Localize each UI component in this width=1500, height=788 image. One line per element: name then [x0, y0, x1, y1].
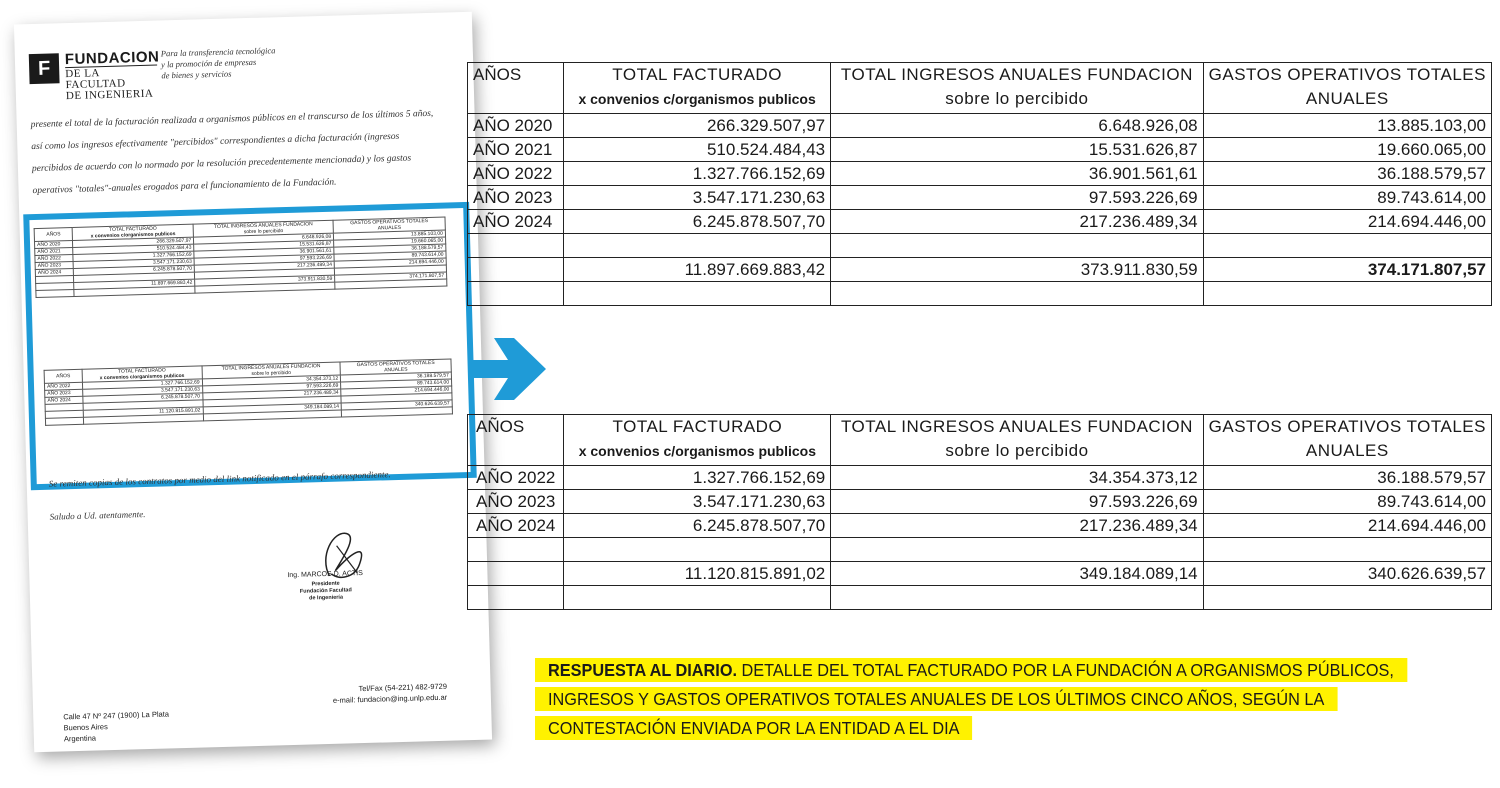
table-row: AÑO 2023 3.547.171.230,63 97.593.226,69 89.743.614,00 — [468, 490, 1492, 514]
table-row: AÑO 2022 1.327.766.152,69 34.354.373,12 36.188.579,57 — [468, 466, 1492, 490]
fundacion-logo-mark: F — [29, 53, 60, 84]
table-row: AÑO 2024 6.245.878.507,70 217.236.489,34 214.694.446,00 — [468, 210, 1492, 234]
table-row-totals: 11.897.669.883,42 373.911.830,59 374.171.807,57 — [468, 258, 1492, 282]
letter-salutation: Saludo a Ud. atentamente. — [49, 509, 146, 522]
header-gastos: GASTOS OPERATIVOS TOTALES ANUALES — [1203, 415, 1491, 466]
header-years: AÑOS — [468, 63, 564, 114]
table-row-empty — [468, 586, 1492, 610]
header-gastos: GASTOS OPERATIVOS TOTALES ANUALES — [1203, 63, 1491, 114]
logo-title: FUNDACION — [64, 48, 160, 69]
table-original — [467, 62, 1492, 306]
header-ingresos: TOTAL INGRESOS ANUALES FUNDACION sobre lo percibido — [831, 415, 1203, 466]
header-facturado: TOTAL FACTURADO x convenios c/organismos publicos — [564, 415, 831, 466]
table-row-totals: 11.120.815.891,02 349.184.089,14 340.626.639,57 — [468, 562, 1492, 586]
signature-role: Presidente Fundación Facultad de Ingeniería — [299, 580, 352, 602]
caption-line-3: CONTESTACIÓN ENVIADA POR LA ENTIDAD A EL DIA — [535, 716, 973, 740]
table-row-empty — [468, 538, 1492, 562]
letter-contact: Tel/Fax (54-221) 482-9729 e-mail: fundacion@ing.unlp.edu.ar — [332, 681, 448, 705]
table-row-empty — [468, 282, 1492, 306]
logo-subtitle: DE LA FACULTAD DE INGENIERIA — [65, 65, 158, 103]
scanned-letter — [14, 12, 492, 753]
letter-intro-paragraph: presente el total de la facturación realizada a organismos públicos en el transcurso de los últimos 5 años, así como los ingresos efectivamente "percibidos" correspondientes a dicha facturación (ingresos percibidos de acuerdo con lo normado por la resolución precedentemente mencionada) y los gastos operativos "totales"-anuales erogados para el funcionamiento de la Fundación. — [30, 108, 434, 197]
letter-address: Calle 47 Nº 247 (1900) La Plata Buenos Aires Argentina — [63, 709, 170, 744]
caption-line-2: INGRESOS Y GASTOS OPERATIVOS TOTALES ANUALES DE LOS ÚLTIMOS CINCO AÑOS, SEGÚN LA — [535, 687, 1337, 711]
signature-name: Ing. MARCOS D. ACTIS — [287, 570, 363, 580]
header-ingresos: TOTAL INGRESOS ANUALES FUNDACION sobre lo percibido — [831, 63, 1204, 114]
table-row: AÑO 2022 1.327.766.152,69 36.901.561,61 36.188.579,57 — [468, 162, 1492, 186]
table-row-empty — [468, 234, 1492, 258]
letter-table-corrected: AÑOS TOTAL FACTURADO x convenios c/organismos publicos TOTAL INGRESOS ANUALES FUNDACION sobre lo percibido GASTOS OPERATIVOS TOTALES ANUALES AÑO 2022 1.327.766.152,69 34.354.373,12 36.188.579,57 AÑO 2023 3.547.171.230,63 97.593.226,69 89.743.614,00 AÑO 2024 6.245.878.507,70 217.236.489,34 214.694.446,00 11.120.815.891,02 349.184.089,14 340.626.639,57 — [44, 358, 453, 425]
caption-line-1: DETALLE DEL TOTAL FACTURADO POR LA FUNDACIÓN A ORGANISMOS PÚBLICOS, — [737, 660, 1394, 680]
table-row: AÑO 2021 510.524.484,43 15.531.626,87 19.660.065,00 — [468, 138, 1492, 162]
table-corrected — [467, 414, 1492, 610]
logo-tagline: Para la transferencia tecnológica y la promoción de empresas de bienes y servicios — [160, 45, 276, 81]
letter-closing-note: Se remiten copias de los contratos por medio del link notificado en el párrafo correspondiente. — [48, 469, 391, 489]
photo-caption — [535, 656, 1428, 743]
header-facturado: TOTAL FACTURADO x convenios c/organismos publicos — [564, 63, 831, 114]
caption-lead: RESPUESTA AL DIARIO. — [548, 660, 738, 680]
table-row: AÑO 2023 3.547.171.230,63 97.593.226,69 89.743.614,00 — [468, 186, 1492, 210]
letter-table-original: AÑOS TOTAL FACTURADO x convenios c/organismos publicos TOTAL INGRESOS ANUALES FUNDACION sobre lo percibido GASTOS OPERATIVOS TOTALES ANUALES AÑO 2020 266.329.507,97 6.648.926,08 13.885.103,00 AÑO 2021 510.524.484,43 15.531.626,87 19.660.065,00 AÑO 2022 1.327.766.152,69 36.901.561,61 36.188.579,57 AÑO 2023 3.547.171.230,63 97.593.226,69 89.743.614,00 AÑO 2024 6.245.878.507,70 217.236.489,34 214.694.446,00 11.897.669.883,42 373.911.830,59 374.171.807,57 — [34, 217, 448, 298]
header-years: AÑOS — [468, 415, 564, 466]
table-row: AÑO 2024 6.245.878.507,70 217.236.489,34 214.694.446,00 — [468, 514, 1492, 538]
arrow-right-icon — [470, 334, 548, 404]
table-row: AÑO 2020 266.329.507,97 6.648.926,08 13.885.103,00 — [468, 114, 1492, 138]
